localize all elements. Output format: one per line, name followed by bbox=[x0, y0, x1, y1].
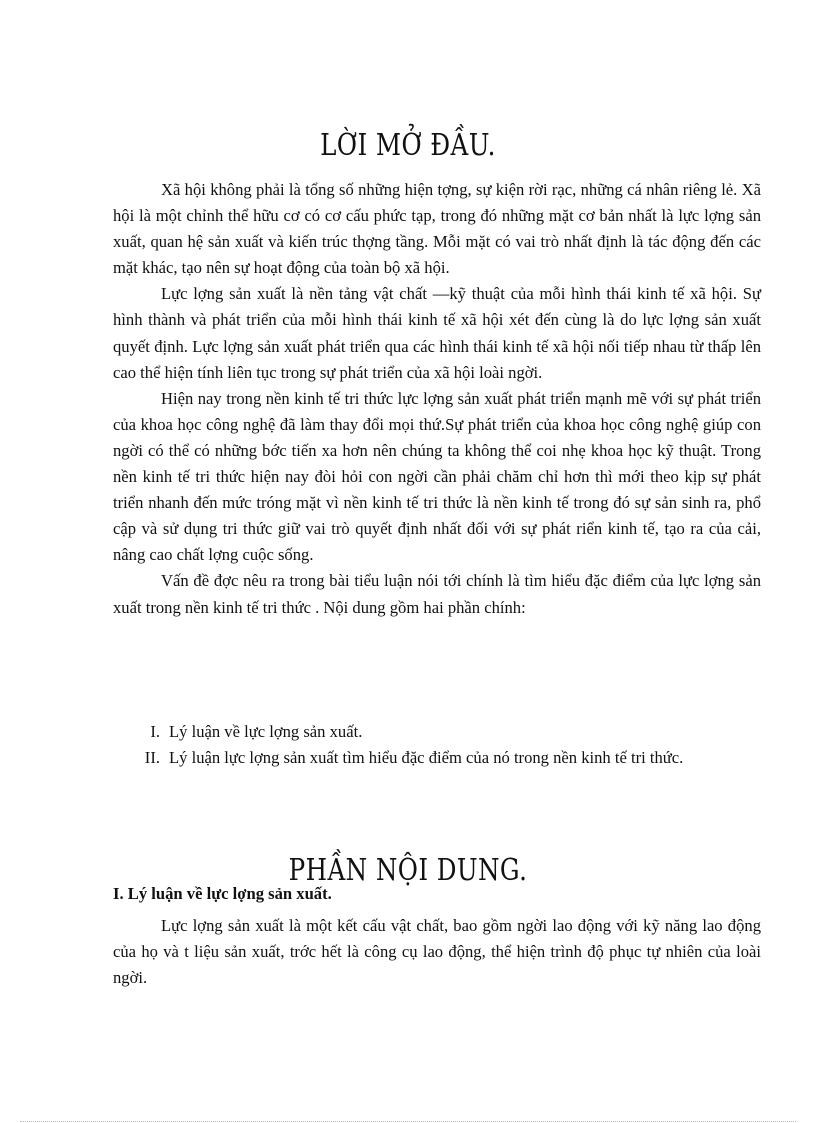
list-item bbox=[132, 719, 772, 745]
list-item bbox=[132, 745, 772, 771]
paragraph: Lực lợng sản xuất là một kết cấu vật chất, bao gồm ngời lao động với kỹ năng lao động của họ và t liệu sản xuất, trớc hết là công cụ lao động, thể hiện trình độ phục tự nhiên của loài ngời. bbox=[113, 916, 761, 988]
paragraph: Xã hội không phải là tổng số những hiện tợng, sự kiện rời rạc, những cá nhân riêng lẻ. Xã hội là một chỉnh thể hữu cơ có cơ cấu phức tạp, trong đó những mặt cơ bản nhất là lực lợng sản xuất, quan hệ sản xuất và kiến trúc thợng tầng. Mỗi mặt có vai trò nhất định là tác động đến các mặt khác, tạo nên sự hoạt động của toàn bộ xã hội. bbox=[113, 180, 761, 278]
list-text: Lý luận lực lợng sản xuất tìm hiểu đặc điểm của nó trong nền kinh tế tri thức. bbox=[169, 748, 684, 768]
section-text bbox=[113, 913, 761, 991]
part-title: PHẦN NỘI DUNG. bbox=[288, 853, 528, 888]
footer-divider bbox=[20, 1121, 796, 1122]
paragraph: Hiện nay trong nền kinh tế tri thức lực lợng sản xuất phát triển mạnh mẽ với sự phát triển của khoa học công nghệ đã làm thay đổi mọi thứ.Sự phát triển của khoa học công nghệ giúp con ngời có thể có những bớc tiến xa hơn nên chúng ta không thể coi nhẹ khoa học kỹ thuật. Trong nền kinh tế tri thức hiện nay đòi hỏi con ngời cần phải chăm chỉ hơn thì mới theo kịp sự phát triển nhanh đến mức tróng mặt vì nền kinh tế tri thức là nền kinh tế trong đó sự sản sinh ra, phổ cập và sử dụng tri thức giữ vai trò quyết định nhất đối với sự phát riển kinh tế, tạo ra của cải, nâng cao chất lợng cuộc sống. bbox=[113, 388, 761, 565]
intro-text bbox=[113, 177, 761, 621]
paragraph: Vấn đề đợc nêu ra trong bài tiểu luận nói tới chính là tìm hiểu đặc điểm của lực lợng sản xuất trong nền kinh tế tri thức . Nội dung gồm hai phần chính: bbox=[113, 571, 761, 617]
page-title: LỜI MỞ ĐẦU. bbox=[320, 128, 496, 163]
list-text: Lý luận về lực lợng sản xuất. bbox=[169, 722, 363, 741]
list-number: II. bbox=[144, 748, 160, 768]
outline-list bbox=[132, 719, 772, 771]
list-number: I. bbox=[150, 722, 160, 741]
section-heading: I. Lý luận về lực lợng sản xuất. bbox=[113, 884, 332, 903]
paragraph: Lực lợng sản xuất là nền tảng vật chất —kỹ thuật của mỗi hình thái kinh tế xã hội. Sự hình thành và phát triển của mỗi hình thái kinh tế xã hội xét đến cùng là do lực lợng sản xuất quyết định. Lực lợng sản xuất phát triển qua các hình thái kinh tế xã hội nối tiếp nhau từ thấp lên cao thể hiện tính liên tục trong sự phát triển của xã hội loài ngời. bbox=[113, 284, 761, 382]
